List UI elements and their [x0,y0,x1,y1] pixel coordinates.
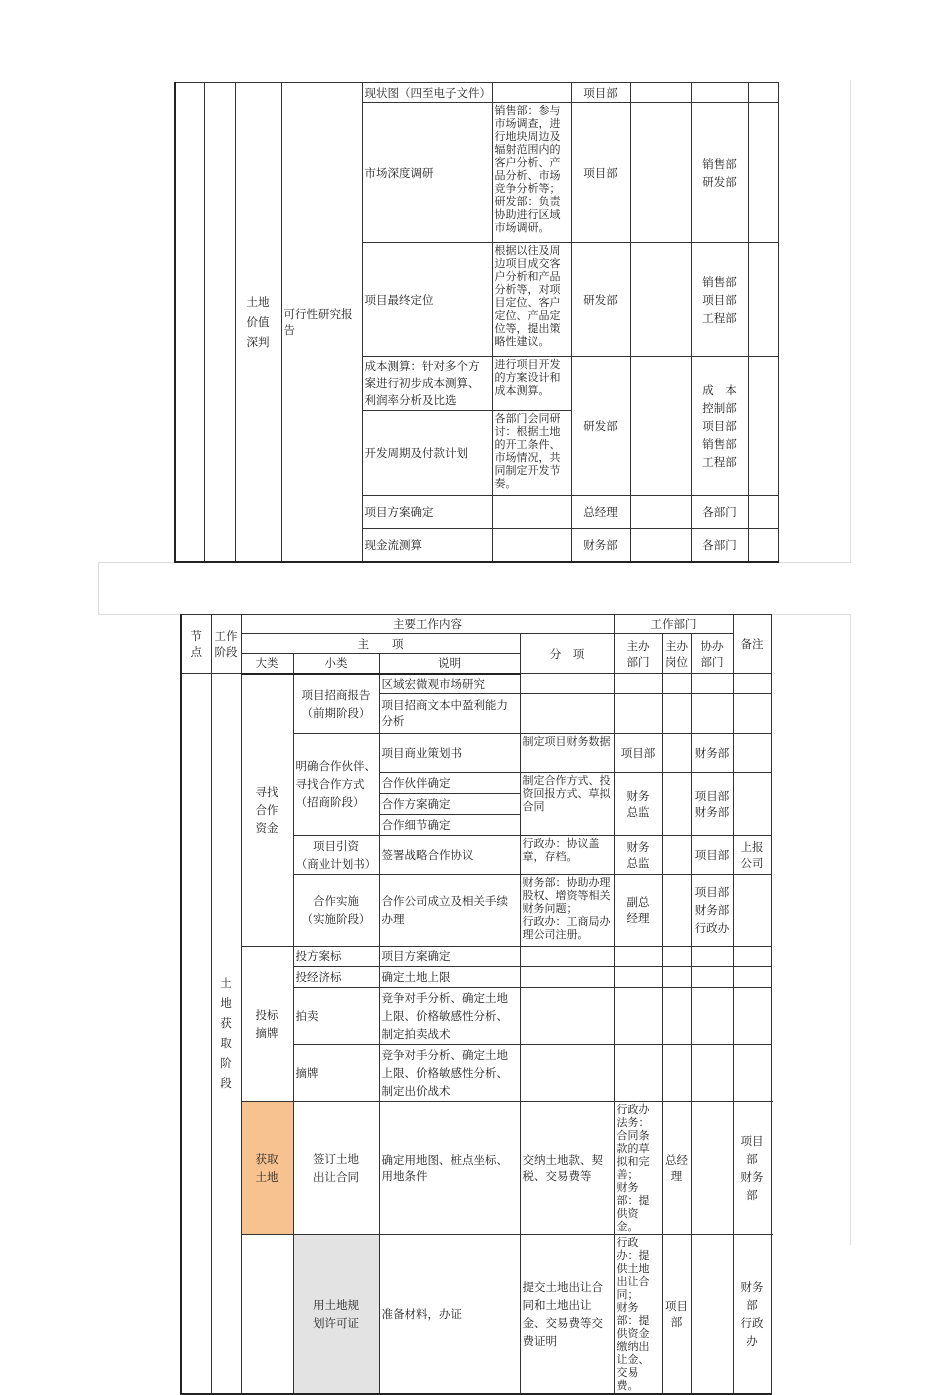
blank-cell [241,1234,293,1394]
blank-cell [691,966,733,987]
sub-cell: 行政办法务：合同条款的草拟和完善； 财务部：提供资金。 [614,1101,662,1234]
node-header: 节 点 [181,615,211,674]
main-dept-cell: 项目部 [662,1234,691,1394]
blank-cell [662,987,691,1044]
stage-label: 土 地 获 取 阶 段 [211,674,241,1394]
table-row [181,1234,772,1394]
desc-cell: 合作伙伴确定 [379,772,520,793]
blank-cell [733,674,771,694]
blank-cell [181,674,211,1394]
blank-cell [733,772,771,835]
table-row [181,1101,772,1234]
stage-header: 工作 阶段 [211,615,241,674]
blank-cell [614,693,662,733]
blank-cell [691,1234,733,1394]
sub-cell: 行政办：协议盖章，存档。 [520,835,614,874]
sub-item-header: 分 项 [520,634,614,674]
group-label: 用土地规 划许可证 [293,1234,379,1394]
land-value-table [174,82,779,563]
assist-cell: 项目部 财务部 [691,772,733,835]
sub-cell [520,693,614,733]
main-dept-cell: 研发部 [571,243,630,357]
blank-cell [691,1044,733,1101]
sub-cell [520,1044,614,1101]
blank-cell [733,987,771,1044]
header-row [181,634,772,654]
item-cell: 项目方案确定 [362,496,492,529]
group-label: 投标 摘牌 [241,946,293,1101]
report-label: 可行性研究报 告 [281,83,362,562]
group-label: 寻找 合作 资金 [241,674,293,947]
blank-cell [691,674,733,694]
blank-cell [630,529,691,562]
desc-cell: 区域宏微观市场研究 [379,674,520,694]
item-cell: 成本测算：针对多个方案进行初步成本测算、利润率分析及比选 [362,357,492,411]
land-acquisition-table [180,614,772,1395]
page-break-gap [98,562,851,615]
blank-cell [662,946,691,966]
small-cell: 投方案标 [293,946,379,966]
blank-cell [614,946,662,966]
desc-header: 说明 [379,654,520,674]
blank-cell [204,83,235,562]
main-dept-cell: 副总 经理 [614,874,662,946]
main-dept-header: 主办 部门 [614,634,662,674]
blank-cell [748,496,778,529]
sub-cell [520,966,614,987]
main-item-header: 主 项 [241,634,520,654]
blank-cell [748,357,778,496]
header-row [181,615,772,634]
node-label: 获取 土地 [241,1101,293,1234]
blank-cell [662,1044,691,1101]
assist-cell [691,83,748,103]
blank-cell [691,693,733,733]
desc-cell: 合作公司成立及相关手续办理 [379,874,520,946]
remark-cell: 上报 公司 [733,835,771,874]
blank-cell [630,103,691,243]
desc-cell: 项目招商文本中盈利能力分析 [379,693,520,733]
blank-cell [733,966,771,987]
blank-cell [614,1044,662,1101]
small-category-header: 小类 [293,654,379,674]
main-dept-cell: 项目部 [614,733,662,772]
main-dept-cell: 项目部 [571,103,630,243]
assist-cell: 项目部 [691,835,733,874]
blank-cell [662,874,691,946]
desc-cell: 竞争对手分析、确定土地上限、价格敏感性分析、制定出价战术 [379,1044,520,1101]
blank-cell [733,1044,771,1101]
blank-cell [175,83,204,562]
note-cell: 各部门会同研讨：根据土地的开工条件、市场情况，共同制定开发节奏。 [492,411,571,496]
assist-dept-header: 协办 部门 [691,634,733,674]
desc-cell: 合作方案确定 [379,793,520,814]
note-cell: 根据以往及周边项目成交客户分析和产品分析等，对项目定位、客户定位、产品定位等，提出策略性建议。 [492,243,571,357]
small-cell: 项目引资 （商业计划书） [293,835,379,874]
blank-cell [662,733,691,772]
main-content-header: 主要工作内容 [241,615,614,634]
big-category-header: 大类 [241,654,293,674]
blank-cell [771,1234,772,1394]
blank-cell [733,693,771,733]
assist-cell: 项目部 财务部 [733,1101,771,1234]
item-cell: 现金流测算 [362,529,492,562]
note-cell [492,529,571,562]
note-cell: 进行项目开发的方案设计和成本测算。 [492,357,571,411]
desc-cell: 项目方案确定 [379,946,520,966]
sub-cell: 行政办：提供土地出让合同； 财务部：提供资金缴纳出让金、交易费。 [614,1234,662,1394]
work-dept-header: 工作部门 [614,615,733,634]
blank-cell [748,103,778,243]
blank-cell [614,966,662,987]
blank-cell [748,529,778,562]
blank-cell [748,83,778,103]
group-label: 签订土地 出让合同 [293,1101,379,1234]
desc-cell: 合作细节确定 [379,814,520,835]
blank-cell [691,946,733,966]
table-row [181,674,772,694]
remark-header: 备注 [733,615,771,674]
small-cell: 拍卖 [293,987,379,1044]
sub-cell [520,987,614,1044]
small-cell: 明确合作伙伴、 寻找合作方式 （招商阶段） [293,733,379,835]
main-dept-cell: 项目部 [571,83,630,103]
assist-cell: 财务部 [691,733,733,772]
item-cell: 项目最终定位 [362,243,492,357]
blank-cell [662,674,691,694]
main-post-header: 主办 岗位 [662,634,691,674]
sub-cell: 制定项目财务数据 [520,733,614,772]
desc-cell: 项目商业策划书 [379,733,520,772]
blank-cell [733,874,771,946]
blank-cell [662,966,691,987]
desc-cell: 确定土地上限 [379,966,520,987]
sub-cell: 制定合作方式、投资回报方式、草拟合同 [520,772,614,835]
blank-cell [691,987,733,1044]
table-row [181,946,772,966]
assist-cell: 销售部 项目部 工程部 [691,243,748,357]
blank-cell [614,674,662,694]
small-cell: 合作实施 （实施阶段） [293,874,379,946]
desc-cell: 签署战略合作协议 [379,835,520,874]
stage-label: 土地 价值 深判 [235,83,281,562]
blank-cell [630,496,691,529]
blank-cell [733,733,771,772]
item-cell: 开发周期及付款计划 [362,411,492,496]
desc-cell: 竞争对手分析、确定土地上限、价格敏感性分析、制定拍卖战术 [379,987,520,1044]
blank-cell [748,243,778,357]
note-cell: 销售部：参与市场调查，进行地块周边及辐射范围内的客户分析、产品分析、市场竞争分析等；研发部：负责协助进行区域市场调研。 [492,103,571,243]
small-cell: 摘牌 [293,1044,379,1101]
small-cell: 项目招商报告 （前期阶段） [293,674,379,734]
main-dept-cell: 财务 总监 [614,835,662,874]
desc-cell: 提交土地出让合同和土地出让金、交易费等交费证明 [520,1234,614,1394]
blank-cell [662,693,691,733]
sub-cell [520,946,614,966]
small-cell: 准备材料，办证 [379,1234,520,1394]
small-cell: 确定用地图、桩点坐标、用地条件 [379,1101,520,1234]
item-cell: 现状图（四至电子文件） [362,83,492,103]
blank-cell [614,987,662,1044]
blank-cell [771,1101,772,1234]
blank-cell [630,83,691,103]
note-cell [492,496,571,529]
page-margin-line [850,80,851,1245]
small-cell: 投经济标 [293,966,379,987]
assist-cell: 各部门 [691,529,748,562]
main-dept-cell: 总经理 [662,1101,691,1234]
assist-cell: 项目部 财务部 行政办 [691,874,733,946]
note-cell [492,83,571,103]
main-dept-cell: 总经理 [571,496,630,529]
item-cell: 市场深度调研 [362,103,492,243]
assist-cell: 各部门 [691,496,748,529]
assist-cell: 成 本 控制部 项目部 销售部 工程部 [691,357,748,496]
assist-cell: 销售部 研发部 [691,103,748,243]
sub-cell [520,674,614,694]
main-dept-cell: 财务部 [571,529,630,562]
main-dept-cell: 研发部 [571,357,630,496]
blank-cell [662,772,691,835]
sub-cell: 财务部：协助办理股权、增资等相关财务问题； 行政办：工商局办理公司注册。 [520,874,614,946]
table-row [175,83,778,103]
blank-cell [691,1101,733,1234]
assist-cell: 财务部 行政办 [733,1234,771,1394]
main-dept-cell: 财务 总监 [614,772,662,835]
desc-cell: 交纳土地款、契税、交易费等 [520,1101,614,1234]
blank-cell [630,357,691,496]
blank-cell [630,243,691,357]
blank-cell [662,835,691,874]
blank-cell [733,946,771,966]
